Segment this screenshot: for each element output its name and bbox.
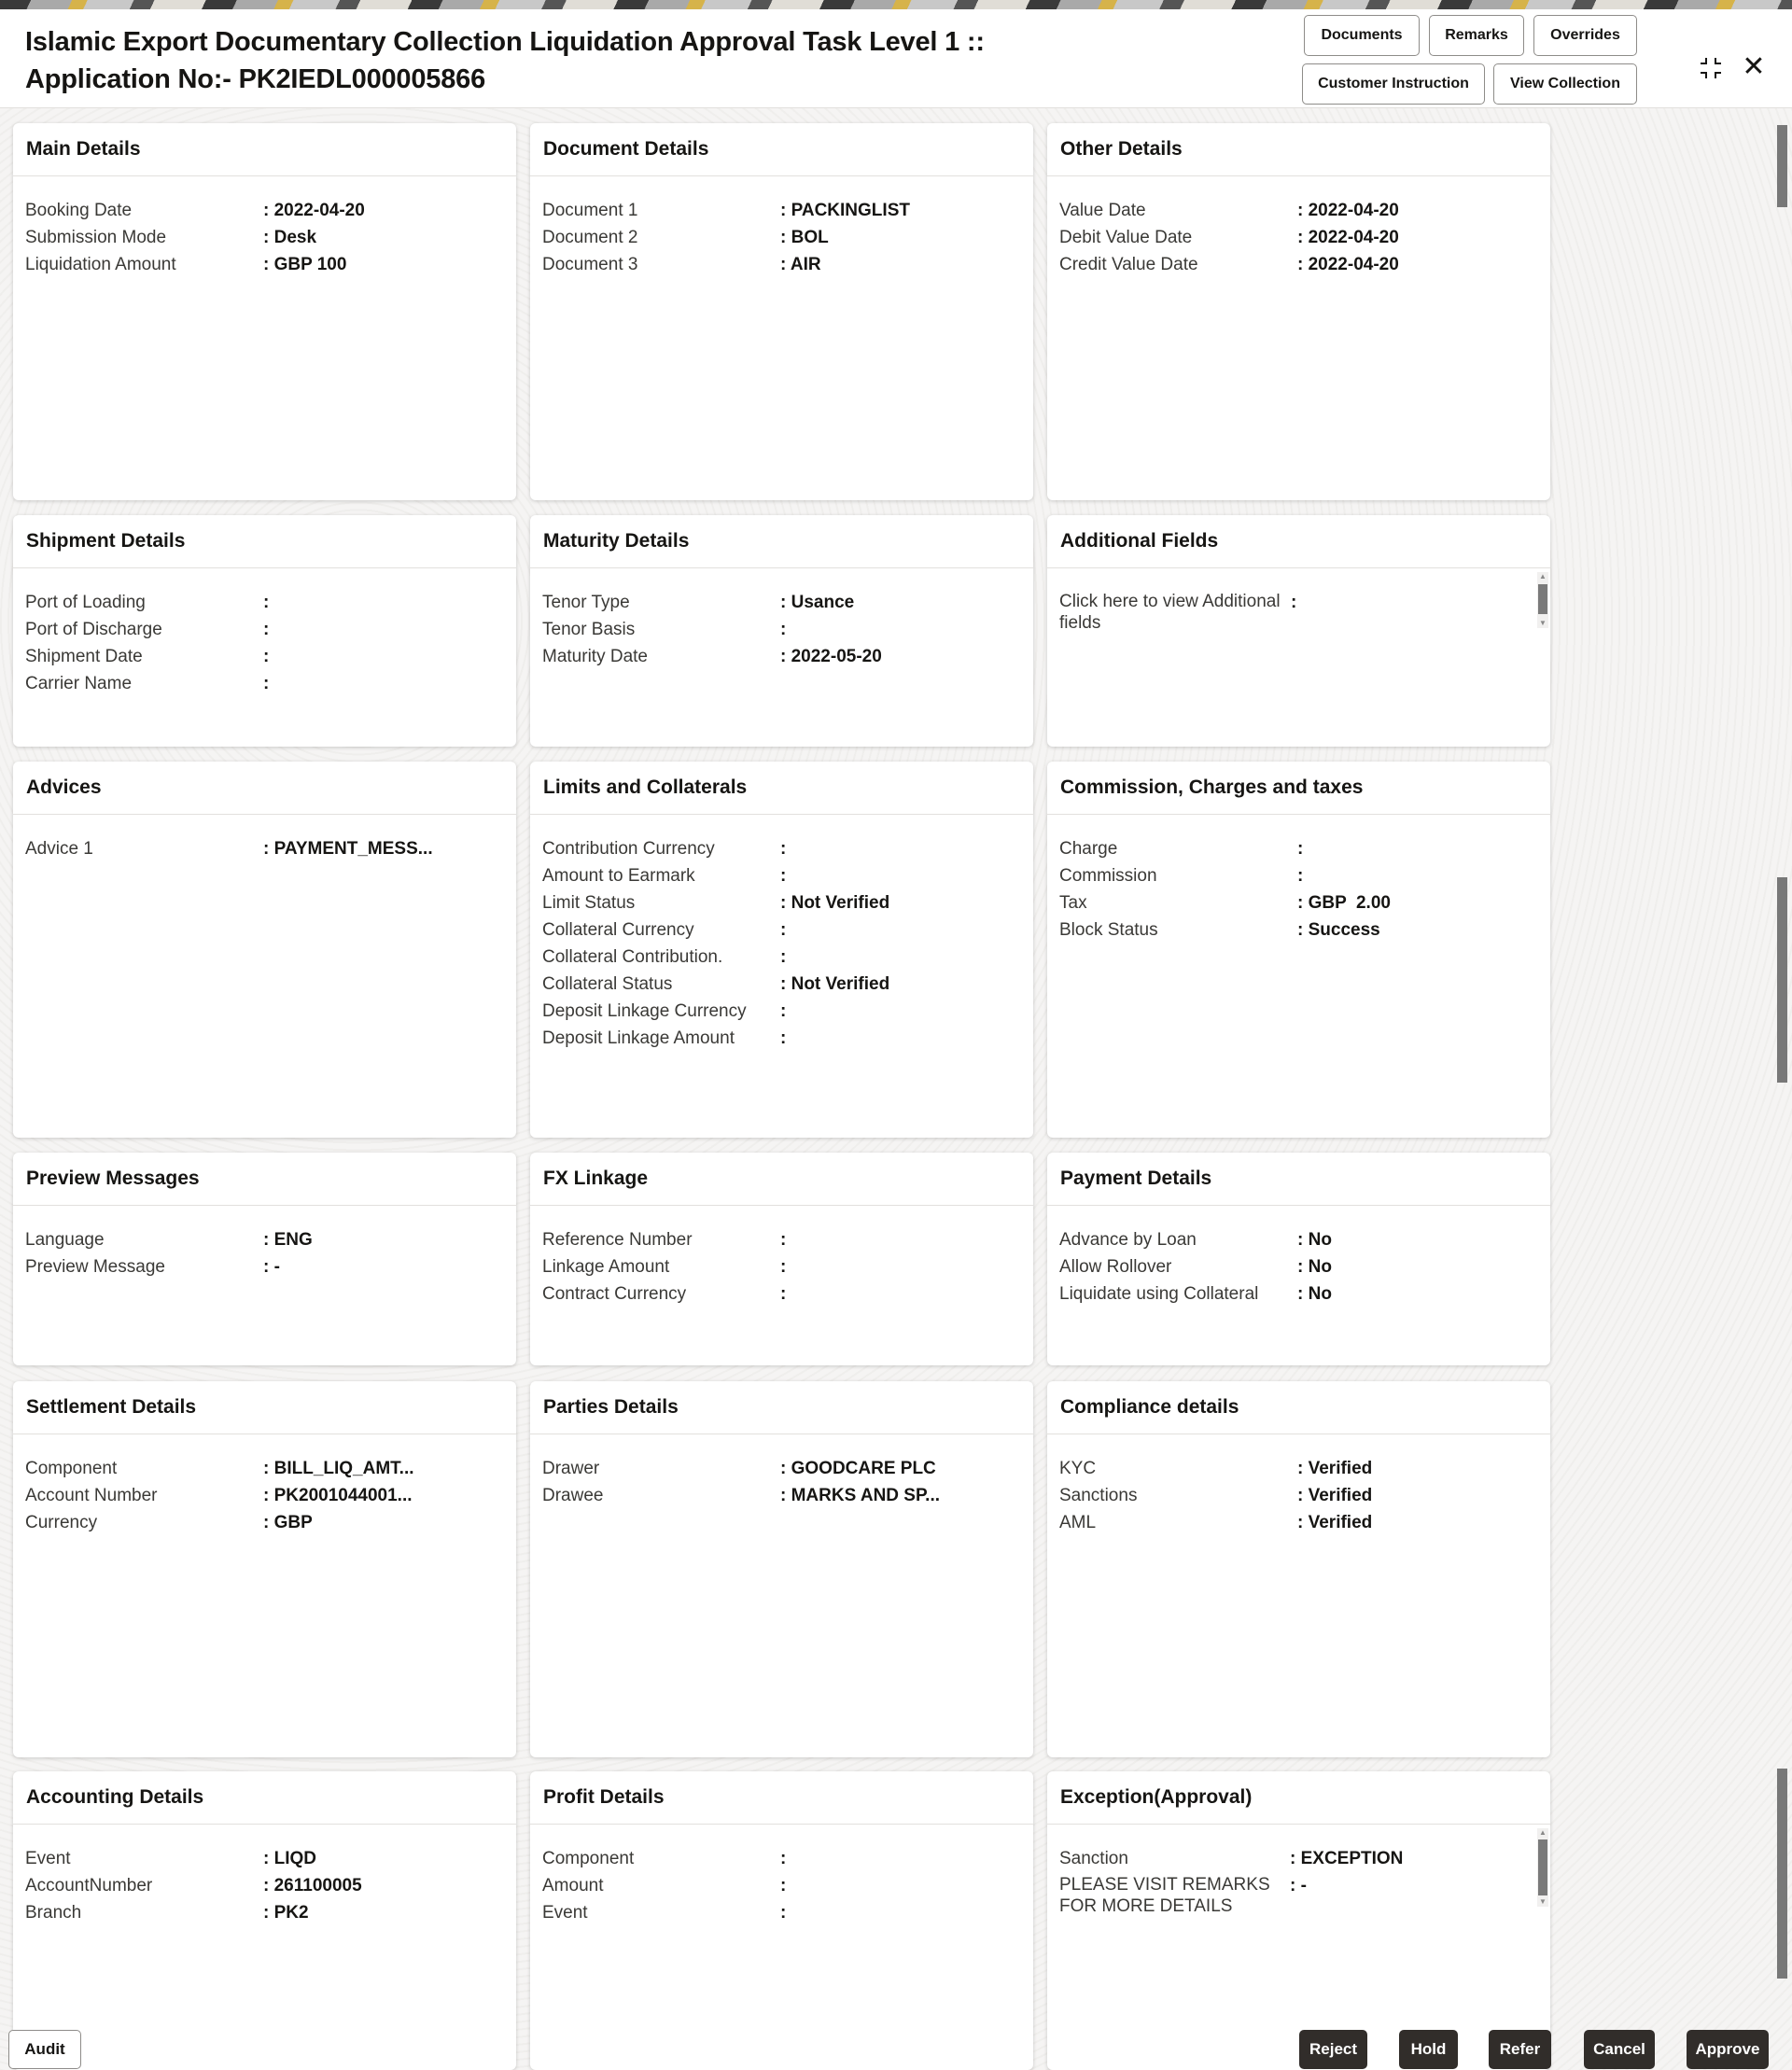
field-value: : Desk xyxy=(263,228,317,247)
field-label: Collateral Currency xyxy=(542,920,694,940)
card-title: Commission, Charges and taxes xyxy=(1047,762,1550,815)
field-row xyxy=(1059,1482,1537,1509)
card-title: Advices xyxy=(13,762,516,815)
card-title: Preview Messages xyxy=(13,1153,516,1206)
card-title: Accounting Details xyxy=(13,1771,516,1825)
remarks-button[interactable]: Remarks xyxy=(1429,15,1524,56)
scroll-up-arrow-icon[interactable]: ▲ xyxy=(1539,572,1547,580)
field-label: Account Number xyxy=(25,1486,158,1505)
field-row xyxy=(1059,1226,1537,1253)
field-label: Maturity Date xyxy=(542,647,648,666)
field-label: Advance by Loan xyxy=(1059,1230,1197,1250)
field-value: : AIR xyxy=(780,255,821,274)
field-label: Contribution Currency xyxy=(542,839,715,859)
field-row xyxy=(25,835,503,862)
card-title: Compliance details xyxy=(1047,1381,1550,1434)
page-scrollbar[interactable] xyxy=(1775,112,1788,2025)
scrollbar-thumb[interactable] xyxy=(1538,584,1547,614)
card-title: Payment Details xyxy=(1047,1153,1550,1206)
refer-button[interactable]: Refer xyxy=(1489,2030,1551,2069)
field-label: Contract Currency xyxy=(542,1284,687,1304)
field-label: Language xyxy=(25,1230,105,1250)
field-value: : MARKS AND SP... xyxy=(780,1486,941,1505)
field-row xyxy=(542,1872,1020,1899)
card-title: FX Linkage xyxy=(530,1153,1033,1206)
card-title: Maturity Details xyxy=(530,515,1033,568)
field-value: : ENG xyxy=(263,1230,313,1250)
card-title: Limits and Collaterals xyxy=(530,762,1033,815)
page-scrollbar-thumb-bottom[interactable] xyxy=(1777,1769,1787,1979)
card-advices xyxy=(13,762,516,1138)
field-row xyxy=(25,1845,503,1872)
field-row xyxy=(542,643,1020,670)
title-line-1: Islamic Export Documentary Collection Liquidation Approval Task Level 1 :: xyxy=(25,27,985,57)
field-value: : 2022-04-20 xyxy=(263,201,365,220)
field-value: : xyxy=(780,1028,787,1048)
field-row xyxy=(25,251,503,278)
field-row xyxy=(25,197,503,224)
field-row xyxy=(25,589,503,616)
field-row xyxy=(1059,1280,1537,1308)
field-value: : 2022-04-20 xyxy=(1297,228,1399,247)
field-row xyxy=(542,1226,1020,1253)
field-value: : xyxy=(780,839,787,859)
card-additional-fields xyxy=(1047,515,1550,747)
field-value: : LIQD xyxy=(263,1849,316,1868)
field-row xyxy=(542,1899,1020,1926)
field-value: : xyxy=(1297,839,1304,859)
field-label: Limit Status xyxy=(542,893,636,913)
card-accounting-details xyxy=(13,1771,516,2070)
field-row xyxy=(1059,197,1537,224)
documents-button[interactable]: Documents xyxy=(1304,15,1420,56)
field-value: : PAYMENT_MESS... xyxy=(263,839,433,859)
field-label: Liquidate using Collateral xyxy=(1059,1284,1259,1304)
field-row xyxy=(25,643,503,670)
card-title: Other Details xyxy=(1047,123,1550,176)
field-row xyxy=(25,1253,503,1280)
card-shipment-details xyxy=(13,515,516,747)
card-scrollbar[interactable] xyxy=(1537,572,1548,628)
field-label: Advice 1 xyxy=(25,839,93,859)
field-row xyxy=(1059,889,1537,916)
field-row xyxy=(542,197,1020,224)
field-label: Block Status xyxy=(1059,920,1158,940)
field-value: : Verified xyxy=(1297,1459,1373,1478)
field-row xyxy=(542,889,1020,916)
field-row xyxy=(25,1509,503,1536)
field-value: : xyxy=(1297,866,1304,886)
scroll-up-arrow-icon[interactable]: ▲ xyxy=(1539,1828,1547,1837)
field-value: : GBP 2.00 xyxy=(1297,893,1391,913)
card-profit-details xyxy=(530,1771,1033,2070)
field-value: : - xyxy=(263,1257,280,1277)
field-label: Drawee xyxy=(542,1486,604,1505)
field-value: : GBP 100 xyxy=(263,255,347,274)
card-main-details xyxy=(13,123,516,500)
field-label: Sanctions xyxy=(1059,1486,1138,1505)
field-value: : xyxy=(263,593,270,612)
field-value: : GBP xyxy=(263,1513,313,1532)
field-row xyxy=(25,1226,503,1253)
field-value: : 2022-04-20 xyxy=(1297,201,1399,220)
field-value: : xyxy=(780,1230,787,1250)
field-value: : xyxy=(780,1903,787,1923)
field-value: : xyxy=(780,620,787,639)
field-label: Document 2 xyxy=(542,228,638,247)
field-value: : No xyxy=(1297,1230,1332,1250)
field-row xyxy=(542,1280,1020,1308)
audit-button[interactable]: Audit xyxy=(8,2030,81,2069)
card-payment-details xyxy=(1047,1153,1550,1365)
field-label: Amount to Earmark xyxy=(542,866,695,886)
field-row xyxy=(25,224,503,251)
field-label: Allow Rollover xyxy=(1059,1257,1172,1277)
additional-fields-link[interactable] xyxy=(1059,589,1537,634)
field-row xyxy=(542,224,1020,251)
field-label: Charge xyxy=(1059,839,1118,859)
customer-instruction-button[interactable]: Customer Instruction xyxy=(1302,63,1485,105)
decorative-banner-strip xyxy=(0,0,1792,9)
field-value: : Not Verified xyxy=(780,974,890,994)
cancel-button[interactable]: Cancel xyxy=(1584,2030,1655,2069)
field-label: Tenor Basis xyxy=(542,620,636,639)
field-label: Credit Value Date xyxy=(1059,255,1198,274)
field-row xyxy=(1059,835,1537,862)
card-compliance-details xyxy=(1047,1381,1550,1757)
field-row xyxy=(1059,1455,1537,1482)
field-value: : BOL xyxy=(780,228,829,247)
card-fx-linkage xyxy=(530,1153,1033,1365)
field-label: Component xyxy=(25,1459,118,1478)
card-title: Additional Fields xyxy=(1047,515,1550,568)
field-row xyxy=(542,916,1020,944)
field-label: Port of Discharge xyxy=(25,620,162,639)
field-value: : 261100005 xyxy=(263,1876,362,1895)
page-scrollbar-thumb-top[interactable] xyxy=(1777,125,1787,207)
field-row xyxy=(542,1025,1020,1052)
reject-button[interactable]: Reject xyxy=(1299,2030,1367,2069)
card-exception-approval xyxy=(1047,1771,1550,2070)
field-label: Tenor Type xyxy=(542,593,630,612)
card-limits-collaterals xyxy=(530,762,1033,1138)
field-label[interactable]: Click here to view Additional fields xyxy=(1059,592,1281,633)
field-value: : - xyxy=(1290,1876,1307,1895)
field-value: : EXCEPTION xyxy=(1290,1849,1404,1868)
field-label: Sanction xyxy=(1059,1849,1128,1868)
field-value: : xyxy=(780,1284,787,1304)
field-label: Deposit Linkage Currency xyxy=(542,1001,747,1021)
field-value: : PACKINGLIST xyxy=(780,201,910,220)
field-row xyxy=(25,1482,503,1509)
field-label: Tax xyxy=(1059,893,1087,913)
field-value: : Verified xyxy=(1297,1486,1373,1505)
field-label: Currency xyxy=(25,1513,98,1532)
field-row xyxy=(25,1872,503,1899)
field-label: Document 1 xyxy=(542,201,638,220)
field-row xyxy=(542,998,1020,1025)
scroll-down-arrow-icon[interactable]: ▼ xyxy=(1539,619,1547,627)
field-label: Event xyxy=(25,1849,71,1868)
field-label: Drawer xyxy=(542,1459,600,1478)
field-row xyxy=(542,1455,1020,1482)
field-value: : xyxy=(1291,593,1297,612)
field-label: Submission Mode xyxy=(25,228,167,247)
field-row xyxy=(542,1482,1020,1509)
field-value: : Success xyxy=(1297,920,1380,940)
field-label: Commission xyxy=(1059,866,1157,886)
field-row xyxy=(542,971,1020,998)
field-label: Booking Date xyxy=(25,201,133,220)
field-value: : xyxy=(780,866,787,886)
field-label: Collateral Contribution. xyxy=(542,947,723,967)
field-value: : xyxy=(780,1001,787,1021)
field-label: KYC xyxy=(1059,1459,1097,1478)
field-row xyxy=(25,616,503,643)
field-value: : 2022-05-20 xyxy=(780,647,882,666)
card-title: Main Details xyxy=(13,123,516,176)
field-label: Reference Number xyxy=(542,1230,693,1250)
overrides-button[interactable]: Overrides xyxy=(1533,15,1637,56)
close-icon[interactable]: ✕ xyxy=(1742,51,1766,82)
page-title xyxy=(25,23,985,98)
field-row xyxy=(542,1253,1020,1280)
field-value: : xyxy=(780,1257,787,1277)
field-value: : xyxy=(780,920,787,940)
field-row xyxy=(542,862,1020,889)
field-value: : PK2 xyxy=(263,1903,309,1923)
field-row xyxy=(1059,916,1537,944)
field-label: Carrier Name xyxy=(25,674,133,693)
field-label: AML xyxy=(1059,1513,1097,1532)
page-header xyxy=(0,9,1792,108)
card-title: Settlement Details xyxy=(13,1381,516,1434)
approve-button[interactable]: Approve xyxy=(1687,2030,1769,2069)
field-value: : xyxy=(263,620,270,639)
field-label: Debit Value Date xyxy=(1059,228,1193,247)
field-label: Value Date xyxy=(1059,201,1146,220)
hold-button[interactable]: Hold xyxy=(1399,2030,1458,2069)
field-label: Collateral Status xyxy=(542,974,673,994)
scroll-down-arrow-icon[interactable]: ▼ xyxy=(1539,1897,1547,1906)
card-maturity-details xyxy=(530,515,1033,747)
field-value: : BILL_LIQ_AMT... xyxy=(263,1459,414,1478)
field-row xyxy=(1059,251,1537,278)
application-number: Application No:- PK2IEDL000005866 xyxy=(25,64,485,94)
field-value: : PK2001044001... xyxy=(263,1486,413,1505)
field-row xyxy=(542,589,1020,616)
field-label: Event xyxy=(542,1903,588,1923)
field-label: Amount xyxy=(542,1876,604,1895)
field-row xyxy=(25,1899,503,1926)
field-label: Preview Message xyxy=(25,1257,165,1277)
field-label: Document 3 xyxy=(542,255,638,274)
field-label: Deposit Linkage Amount xyxy=(542,1028,735,1048)
field-row xyxy=(25,670,503,697)
card-title: Parties Details xyxy=(530,1381,1033,1434)
field-label: Shipment Date xyxy=(25,647,143,666)
field-value: : No xyxy=(1297,1284,1332,1304)
field-value: : 2022-04-20 xyxy=(1297,255,1399,274)
collapse-icon[interactable] xyxy=(1699,56,1723,80)
field-label: Liquidation Amount xyxy=(25,255,176,274)
field-row xyxy=(542,616,1020,643)
field-value: : xyxy=(263,674,270,693)
field-row xyxy=(1059,862,1537,889)
card-settlement-details xyxy=(13,1381,516,1757)
field-label: Port of Loading xyxy=(25,593,146,612)
field-row xyxy=(1059,1872,1537,1917)
field-row xyxy=(542,1845,1020,1872)
card-title: Shipment Details xyxy=(13,515,516,568)
field-value: : xyxy=(780,947,787,967)
card-title: Document Details xyxy=(530,123,1033,176)
field-value: : No xyxy=(1297,1257,1332,1277)
card-commission-charges-taxes xyxy=(1047,762,1550,1138)
page-scrollbar-thumb-middle[interactable] xyxy=(1777,877,1787,1083)
field-row xyxy=(542,251,1020,278)
field-label: Branch xyxy=(25,1903,82,1923)
field-value: : xyxy=(780,1849,787,1868)
card-preview-messages xyxy=(13,1153,516,1365)
view-collection-button[interactable]: View Collection xyxy=(1493,63,1637,105)
field-row xyxy=(25,1455,503,1482)
card-title: Profit Details xyxy=(530,1771,1033,1825)
field-value: : Not Verified xyxy=(780,893,890,913)
card-other-details xyxy=(1047,123,1550,500)
field-row xyxy=(1059,1845,1537,1872)
field-value: : xyxy=(780,1876,787,1895)
card-parties-details xyxy=(530,1381,1033,1757)
field-label: Linkage Amount xyxy=(542,1257,670,1277)
field-label: AccountNumber xyxy=(25,1876,153,1895)
field-value: : Usance xyxy=(780,593,855,612)
field-value: : Verified xyxy=(1297,1513,1373,1532)
field-value: : GOODCARE PLC xyxy=(780,1459,936,1478)
field-value: : xyxy=(263,647,270,666)
scrollbar-thumb[interactable] xyxy=(1538,1839,1547,1895)
card-scrollbar[interactable] xyxy=(1537,1828,1548,1907)
field-row xyxy=(542,944,1020,971)
card-document-details xyxy=(530,123,1033,500)
field-row xyxy=(1059,224,1537,251)
field-label: PLEASE VISIT REMARKS FOR MORE DETAILS xyxy=(1059,1875,1270,1916)
card-title: Exception(Approval) xyxy=(1047,1771,1550,1825)
field-row xyxy=(1059,1253,1537,1280)
field-row xyxy=(1059,1509,1537,1536)
field-row xyxy=(542,835,1020,862)
field-label: Component xyxy=(542,1849,635,1868)
